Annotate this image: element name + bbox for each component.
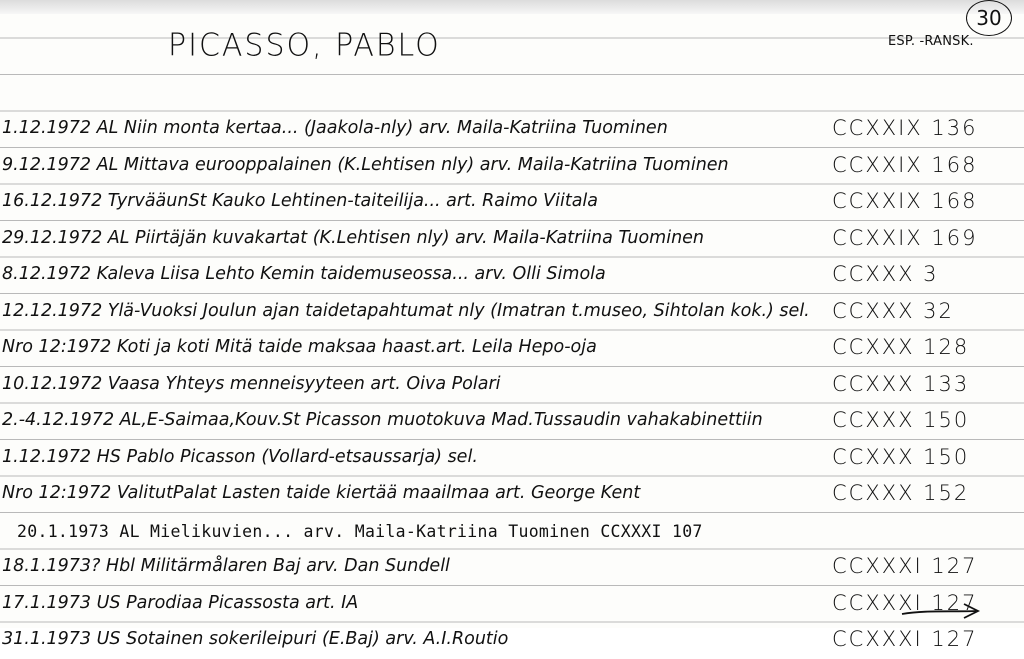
entry-code: CCXXX 150 bbox=[832, 444, 970, 469]
scan-edge bbox=[0, 0, 1024, 14]
entry-code: CCXXX 150 bbox=[832, 408, 970, 432]
entry-text: 9.12.1972 AL Mittava eurooppalainen (K.Lehtisen nly) arv. Maila-Katriina Tuominen bbox=[2, 154, 729, 175]
entry-code: CCXXX 133 bbox=[832, 371, 970, 396]
entry-text: 1.12.1972 AL Niin monta kertaa... (Jaakola-nly) arv. Maila-Katriina Tuominen bbox=[2, 118, 668, 138]
card-entry-row bbox=[0, 331, 1024, 367]
entry-code: CCXXX 152 bbox=[832, 481, 970, 505]
arrow-right-icon bbox=[900, 600, 982, 624]
language-note: ESP. -RANSK. bbox=[888, 34, 974, 49]
card-entry-row bbox=[0, 587, 1024, 623]
card-number-badge bbox=[966, 0, 1012, 36]
entry-code: CCXXIX 168 bbox=[832, 189, 978, 213]
entry-text: 16.12.1972 TyrvääunSt Kauko Lehtinen-taiteilija... art. Raimo Viitala bbox=[2, 191, 598, 211]
card-entry-row bbox=[0, 550, 1024, 586]
entry-code: CCXXXI 127 bbox=[832, 627, 978, 651]
card-entry-row bbox=[0, 112, 1024, 148]
entry-code: CCXXIX 136 bbox=[832, 116, 978, 140]
entry-text: 12.12.1972 Ylä-Vuoksi Joulun ajan taidetapahtumat nly (Imatran t.museo, Sihtolan kok.) sel. bbox=[2, 300, 810, 321]
card-number: 30 bbox=[976, 6, 1002, 30]
entry-text: 8.12.1972 Kaleva Liisa Lehto Kemin taidemuseossa... arv. Olli Simola bbox=[2, 264, 606, 284]
entry-text: 17.1.1973 US Parodiaa Picassosta art. IA bbox=[2, 592, 359, 613]
entry-code: CCXXIX 169 bbox=[832, 225, 978, 250]
card-entry-row bbox=[0, 623, 1024, 659]
entry-text: Nro 12:1972 ValitutPalat Lasten taide kiertää maailmaa art. George Kent bbox=[2, 483, 641, 503]
entry-text: 20.1.1973 AL Mielikuvien... arv. Maila-Katriina Tuominen CCXXXI 107 bbox=[17, 521, 703, 541]
entry-code: CCXXXI 127 bbox=[832, 554, 978, 578]
entry-text: 18.1.1973? Hbl Militärmålaren Baj arv. Dan Sundell bbox=[2, 556, 450, 576]
card-title: PICASSO, PABLO bbox=[168, 27, 441, 64]
card-entry-row bbox=[0, 514, 1024, 550]
card-entry-row bbox=[0, 222, 1024, 258]
card-entry-row bbox=[0, 368, 1024, 404]
entry-text: Nro 12:1972 Koti ja koti Mitä taide maksaa haast.art. Leila Hepo-oja bbox=[2, 337, 597, 357]
entry-code: CCXXIX 168 bbox=[832, 152, 978, 177]
card-entry-row bbox=[0, 477, 1024, 513]
card-entry-row bbox=[0, 258, 1024, 294]
entry-code: CCXXXI 127 bbox=[832, 590, 978, 615]
entry-text: 2.-4.12.1972 AL,E-Saimaa,Kouv.St Picasson muotokuva Mad.Tussaudin vahakabinettiin bbox=[2, 410, 763, 430]
card-entry-row bbox=[0, 404, 1024, 440]
card-entry-row bbox=[0, 149, 1024, 185]
entry-text: 29.12.1972 AL Piirtäjän kuvakartat (K.Lehtisen nly) arv. Maila-Katriina Tuominen bbox=[2, 227, 705, 248]
entry-text: 1.12.1972 HS Pablo Picasson (Vollard-etsaussarja) sel. bbox=[2, 446, 478, 467]
card-entry-row bbox=[0, 185, 1024, 221]
entry-text: 31.1.1973 US Sotainen sokerileipuri (E.Baj) arv. A.I.Routio bbox=[2, 629, 509, 649]
entry-code: CCXXX 128 bbox=[832, 335, 970, 359]
card-entry-row bbox=[0, 295, 1024, 331]
entry-code: CCXXX 32 bbox=[832, 298, 954, 323]
entry-text: 10.12.1972 Vaasa Yhteys menneisyyteen art. Oiva Polari bbox=[2, 373, 501, 394]
card-entry-row bbox=[0, 441, 1024, 477]
entry-code: CCXXX 3 bbox=[832, 262, 939, 286]
